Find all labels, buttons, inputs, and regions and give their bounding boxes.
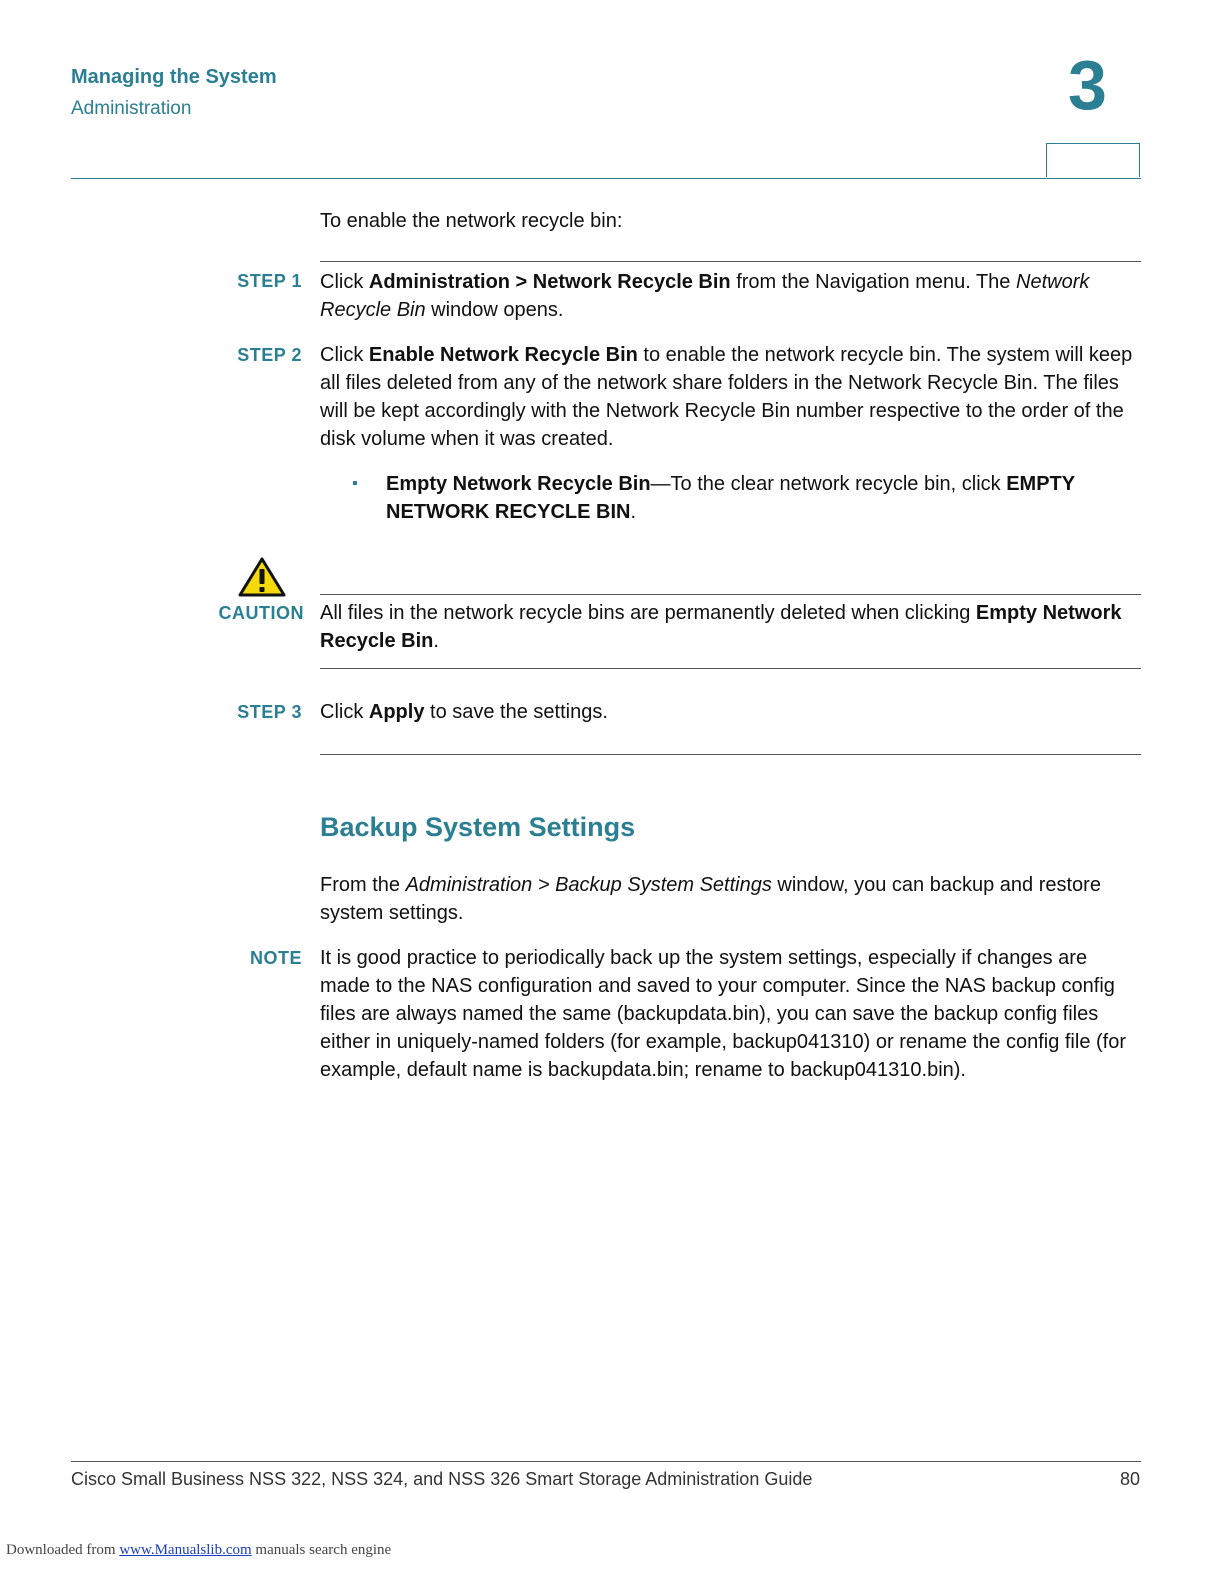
divider [320, 754, 1141, 755]
step-2-text: Click Enable Network Recycle Bin to enable the network recycle bin. The system will keep all files deleted from any of the network share folders in the Network Recycle Bin. The files will be kept accordingly with the Network Recycle Bin number respective to the order of the disk volume when it was created. [320, 344, 1133, 450]
backup-section-heading: Backup System Settings [320, 812, 636, 842]
note-label: NOTE [249, 948, 302, 968]
section-title: Administration [71, 98, 192, 119]
bullet-text: Empty Network Recycle Bin—To the clear network recycle bin, click EMPTY NETWORK RECYCLE BIN. [386, 473, 1075, 523]
note-text: It is good practice to periodically back up the system settings, especially if changes are made to the NAS configuration and saved to your computer. Since the NAS backup config files are always named the same (backupdata.bin), you can save the backup config files either in uniquely-named folders (for example, backup041310) or rename the config file (for example, default name is backupdata.bin; rename to backup041310.bin). [320, 947, 1126, 1081]
divider [320, 594, 1141, 595]
chapter-tab-box [1046, 143, 1140, 177]
footer-guide-title: Cisco Small Business NSS 322, NSS 324, and NSS 326 Smart Storage Administration Guide [71, 1469, 813, 1489]
backup-intro-text: From the Administration > Backup System Settings window, you can backup and restore system settings. [320, 874, 1101, 924]
step-1-label: STEP 1 [237, 271, 302, 291]
page-number: 80 [1119, 1469, 1140, 1489]
header-rule [71, 178, 1141, 179]
step-3-label: STEP 3 [237, 702, 302, 722]
step-1-text: Click Administration > Network Recycle Bin from the Navigation menu. The Network Recycle Bin window opens. [320, 271, 1090, 321]
caution-label: CAUTION [218, 603, 304, 623]
caution-text: All files in the network recycle bins are permanently deleted when clicking Empty Network Recycle Bin. [320, 602, 1122, 652]
manualslib-link[interactable]: www.Manualslib.com [119, 1542, 252, 1558]
chapter-number: 3 [1068, 46, 1107, 124]
chapter-title: Managing the System [71, 66, 277, 88]
bullet-icon: ▪ [352, 475, 358, 492]
divider [320, 668, 1141, 669]
step-3-text: Click Apply to save the settings. [320, 701, 608, 723]
intro-text: To enable the network recycle bin: [320, 210, 623, 232]
download-note: Downloaded from www.Manualslib.com manuals search engine [6, 1542, 392, 1558]
caution-warning-icon [238, 557, 286, 597]
step-2-label: STEP 2 [237, 345, 302, 365]
footer-rule [71, 1461, 1141, 1462]
divider [320, 261, 1141, 262]
